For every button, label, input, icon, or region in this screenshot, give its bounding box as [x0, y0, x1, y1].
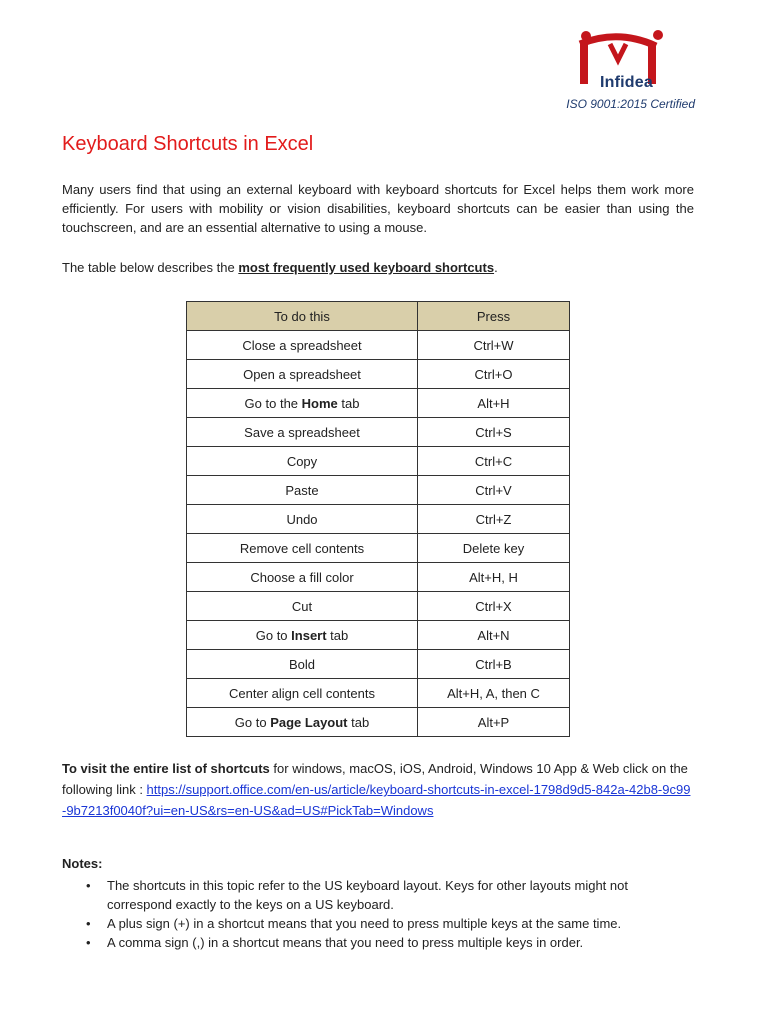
action-post: tab	[326, 627, 349, 643]
table-row	[187, 592, 570, 621]
header-cell-press: Press	[418, 302, 570, 331]
action-post: tab	[337, 395, 360, 411]
action-pre: Go to	[255, 627, 292, 643]
cell-action	[187, 447, 418, 476]
notes-list	[62, 876, 694, 952]
table-row	[187, 505, 570, 534]
action-pre: Close a spreadsheet	[242, 337, 362, 353]
cell-action	[187, 476, 418, 505]
cell-action	[187, 331, 418, 360]
table-row	[187, 360, 570, 389]
action-pre: Choose a fill color	[250, 569, 354, 585]
cell-action	[187, 534, 418, 563]
cell-action	[187, 505, 418, 534]
cell-action	[187, 563, 418, 592]
cell-action	[187, 650, 418, 679]
action-pre: Center align cell contents	[229, 685, 375, 701]
cell-press: Ctrl+C	[418, 447, 570, 476]
cell-action	[187, 389, 418, 418]
cell-press: Ctrl+V	[418, 476, 570, 505]
table-intro	[62, 258, 694, 277]
cell-action	[187, 708, 418, 737]
cell-action	[187, 679, 418, 708]
table-header-row	[187, 302, 570, 331]
cell-press: Delete key	[418, 534, 570, 563]
cell-press: Ctrl+X	[418, 592, 570, 621]
cell-press: Ctrl+B	[418, 650, 570, 679]
visit-paragraph	[62, 758, 694, 821]
shortcuts-table	[186, 301, 570, 737]
table-row	[187, 621, 570, 650]
cell-press: Alt+H, H	[418, 563, 570, 592]
cell-press: Alt+N	[418, 621, 570, 650]
action-pre: Go to	[234, 714, 271, 730]
action-pre: Paste	[285, 482, 319, 498]
cell-action	[187, 621, 418, 650]
action-bold: Page Layout	[270, 714, 348, 730]
action-pre: Remove cell contents	[239, 540, 365, 556]
action-post: tab	[347, 714, 370, 730]
action-pre: Cut	[291, 598, 313, 614]
cell-press: Ctrl+S	[418, 418, 570, 447]
table-intro-emphasis: most frequently used keyboard shortcuts	[238, 260, 495, 275]
cell-press: Alt+H, A, then C	[418, 679, 570, 708]
table-row	[187, 679, 570, 708]
table-row	[187, 447, 570, 476]
note-item: • The shortcuts in this topic refer to the US keyboard layout. Keys for other layouts might not correspond exactly to the keys on a US keyboard.	[62, 876, 694, 914]
action-bold: Home	[301, 395, 338, 411]
cell-action	[187, 360, 418, 389]
cell-press: Alt+P	[418, 708, 570, 737]
action-pre: Undo	[286, 511, 318, 527]
iso-certification: ISO 9001:2015 Certified	[566, 97, 695, 111]
table-row	[187, 389, 570, 418]
intro-paragraph: Many users find that using an external keyboard with keyboard shortcuts for Excel helps them work more efficiently. For users with mobility or vision disabilities, keyboard shortcuts can be easier than using the touchscreen, and are an essential alternative to using a mouse.	[62, 182, 694, 235]
shortcuts-link[interactable]: https://support.office.com/en-us/article/keyboard-shortcuts-in-excel-1798d9d5-842a-42b8-9c99-9b7213f0040f?ui=en-US&rs=en-US&ad=US#PickTab=Windows	[62, 782, 691, 818]
visit-text: for windows, macOS, iOS, Android, Windows 10 App & Web click on the following link :	[62, 761, 688, 797]
action-bold: Insert	[291, 627, 327, 643]
action-pre: Save a spreadsheet	[244, 424, 360, 440]
cell-press: Ctrl+O	[418, 360, 570, 389]
note-item: • A plus sign (+) in a shortcut means that you need to press multiple keys at the same time.	[62, 914, 694, 933]
table-row	[187, 331, 570, 360]
action-pre: Copy	[286, 453, 318, 469]
action-pre: Bold	[288, 656, 316, 672]
cell-press: Ctrl+Z	[418, 505, 570, 534]
table-row	[187, 418, 570, 447]
table-intro-suffix: .	[494, 260, 498, 275]
table-intro-prefix: The table below describes the	[62, 260, 239, 275]
page-title: Keyboard Shortcuts in Excel	[62, 133, 314, 155]
header-cell-action: To do this	[187, 302, 418, 331]
action-pre: Go to the	[244, 395, 302, 411]
notes-heading: Notes:	[62, 856, 103, 871]
table-row	[187, 534, 570, 563]
cell-press: Alt+H	[418, 389, 570, 418]
cell-action	[187, 592, 418, 621]
note-item: • A comma sign (,) in a shortcut means that you need to press multiple keys in order.	[62, 933, 694, 952]
table-row	[187, 563, 570, 592]
logo-wordmark: Infidea	[600, 74, 653, 91]
table-row	[187, 476, 570, 505]
action-pre: Open a spreadsheet	[243, 366, 361, 382]
table-row	[187, 650, 570, 679]
table-row	[187, 708, 570, 737]
cell-press: Ctrl+W	[418, 331, 570, 360]
visit-bold: To visit the entire list of shortcuts	[62, 761, 270, 776]
cell-action	[187, 418, 418, 447]
